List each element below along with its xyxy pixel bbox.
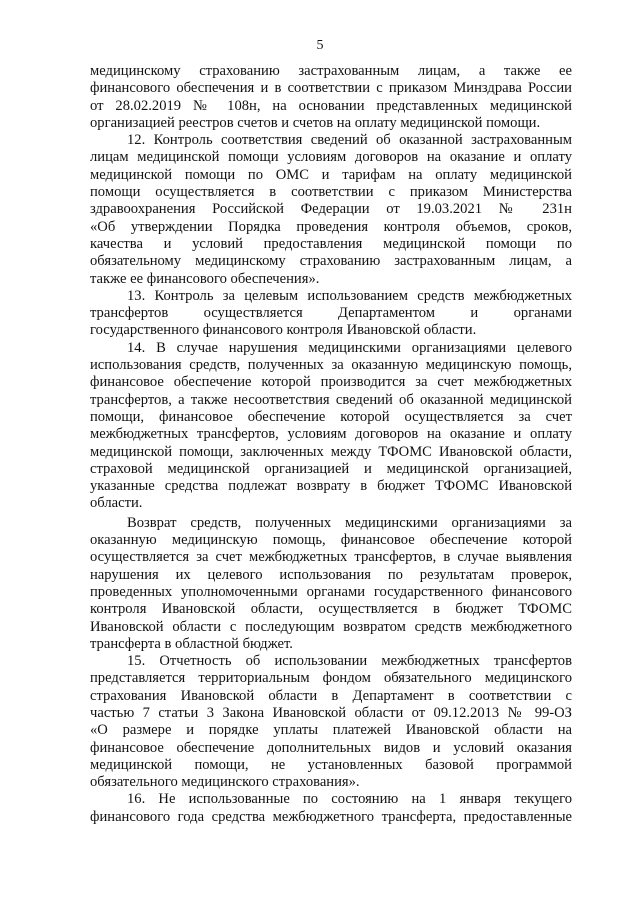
text-line: финансового обеспечения и в соответствии с приказом Минздрава России	[90, 80, 572, 97]
text-line: частью 7 статьи 3 Закона Ивановской области от 09.12.2013 № 99-ОЗ	[90, 704, 572, 721]
text-line: трансфертов осуществляется Департаментом и органами	[90, 305, 572, 322]
text-line: также ее финансового обеспечения».	[90, 270, 320, 287]
text-line: помощи, финансовое обеспечение которой осуществляется за счет	[90, 408, 572, 425]
text-line: страхования Ивановской области в Департамент в соответствии с	[90, 687, 572, 704]
text-line: 16. Не использованные по состоянию на 1 января текущего	[127, 791, 572, 808]
text-line: финансового года средства межбюджетного трансферта, предоставленные	[90, 808, 572, 825]
text-line: трансферта в областной бюджет.	[90, 635, 293, 652]
text-line: использования средств, полученных за оказанную медицинскую помощь,	[90, 357, 572, 374]
text-line: межбюджетных трансфертов, условиям договоров на оказание и оплату	[90, 426, 572, 443]
text-line: финансовое обеспечение дополнительных видов и условий оказания	[90, 739, 572, 756]
text-line: лицам медицинской помощи условиям договоров на оказание и оплату	[90, 149, 572, 166]
text-line: 13. Контроль за целевым использованием средств межбюджетных	[127, 287, 572, 304]
text-line: осуществляется за счет межбюджетных трансфертов, в случае выявления	[90, 549, 572, 566]
text-line: медицинскому страхованию застрахованным лицам, а также ее	[90, 63, 572, 79]
text-line: Ивановской области с последующим возвратом средств межбюджетного	[90, 618, 572, 635]
page-number: 5	[316, 38, 324, 53]
text-line: 12. Контроль соответствия сведений об оказанной застрахованным	[127, 132, 572, 149]
document-body	[90, 63, 572, 826]
text-line: качества и условий предоставления медицинской помощи по	[90, 235, 572, 252]
text-line: «Об утверждении Порядка проведения контроля объемов, сроков,	[90, 218, 572, 235]
text-line: организацией реестров счетов и счетов на оплату медицинской помощи.	[90, 114, 541, 131]
text-line: обязательного медицинского страхования».	[90, 774, 360, 791]
text-line: финансовое обеспечение которой производится за счет межбюджетных	[90, 374, 572, 391]
text-line: «О размере и порядке уплаты платежей Ивановской области на	[90, 722, 572, 739]
text-line: нарушения их целевого использования по результатам проверок,	[90, 566, 572, 583]
text-line: представляется территориальным фондом обязательного медицинского	[90, 670, 572, 687]
text-line: оказанную медицинскую помощь, финансовое обеспечение которой	[90, 532, 572, 549]
text-line: от 28.02.2019 № 108н, на основании представленных медицинской	[90, 97, 572, 114]
text-line: области.	[90, 495, 143, 512]
text-line: 15. Отчетность об использовании межбюджетных трансфертов	[127, 653, 572, 670]
text-line: проведенных уполномоченными органами государственного финансового	[90, 583, 572, 600]
text-line: Возврат средств, полученных медицинскими организациями за	[127, 514, 572, 531]
text-line: медицинской помощи, не установленных базовой программой	[90, 756, 572, 773]
text-line: обязательному медицинскому страхованию застрахованным лицам, а	[90, 253, 572, 270]
text-line: трансфертов, а также несоответствия сведений об оказанной медицинской	[90, 391, 572, 408]
text-line: страховой медицинской организацией и медицинской организацией,	[90, 460, 572, 477]
text-line: 14. В случае нарушения медицинскими организациями целевого	[127, 339, 572, 356]
text-line: указанные средства подлежат возврату в бюджет ТФОМС Ивановской	[90, 478, 572, 495]
text-line: государственного финансового контроля Ивановской области.	[90, 322, 477, 339]
text-line: помощи осуществляется в соответствии с приказом Министерства	[90, 184, 572, 201]
text-line: здравоохранения Российской Федерации от 19.03.2021 № 231н	[90, 201, 572, 218]
text-line: контроля Ивановской области, осуществляется в бюджет ТФОМС	[90, 601, 572, 618]
text-line: медицинской помощи по ОМС и тарифам на оплату медицинской	[90, 166, 572, 183]
text-line: медицинской помощи, заключенных между ТФОМС Ивановской области,	[90, 443, 572, 460]
